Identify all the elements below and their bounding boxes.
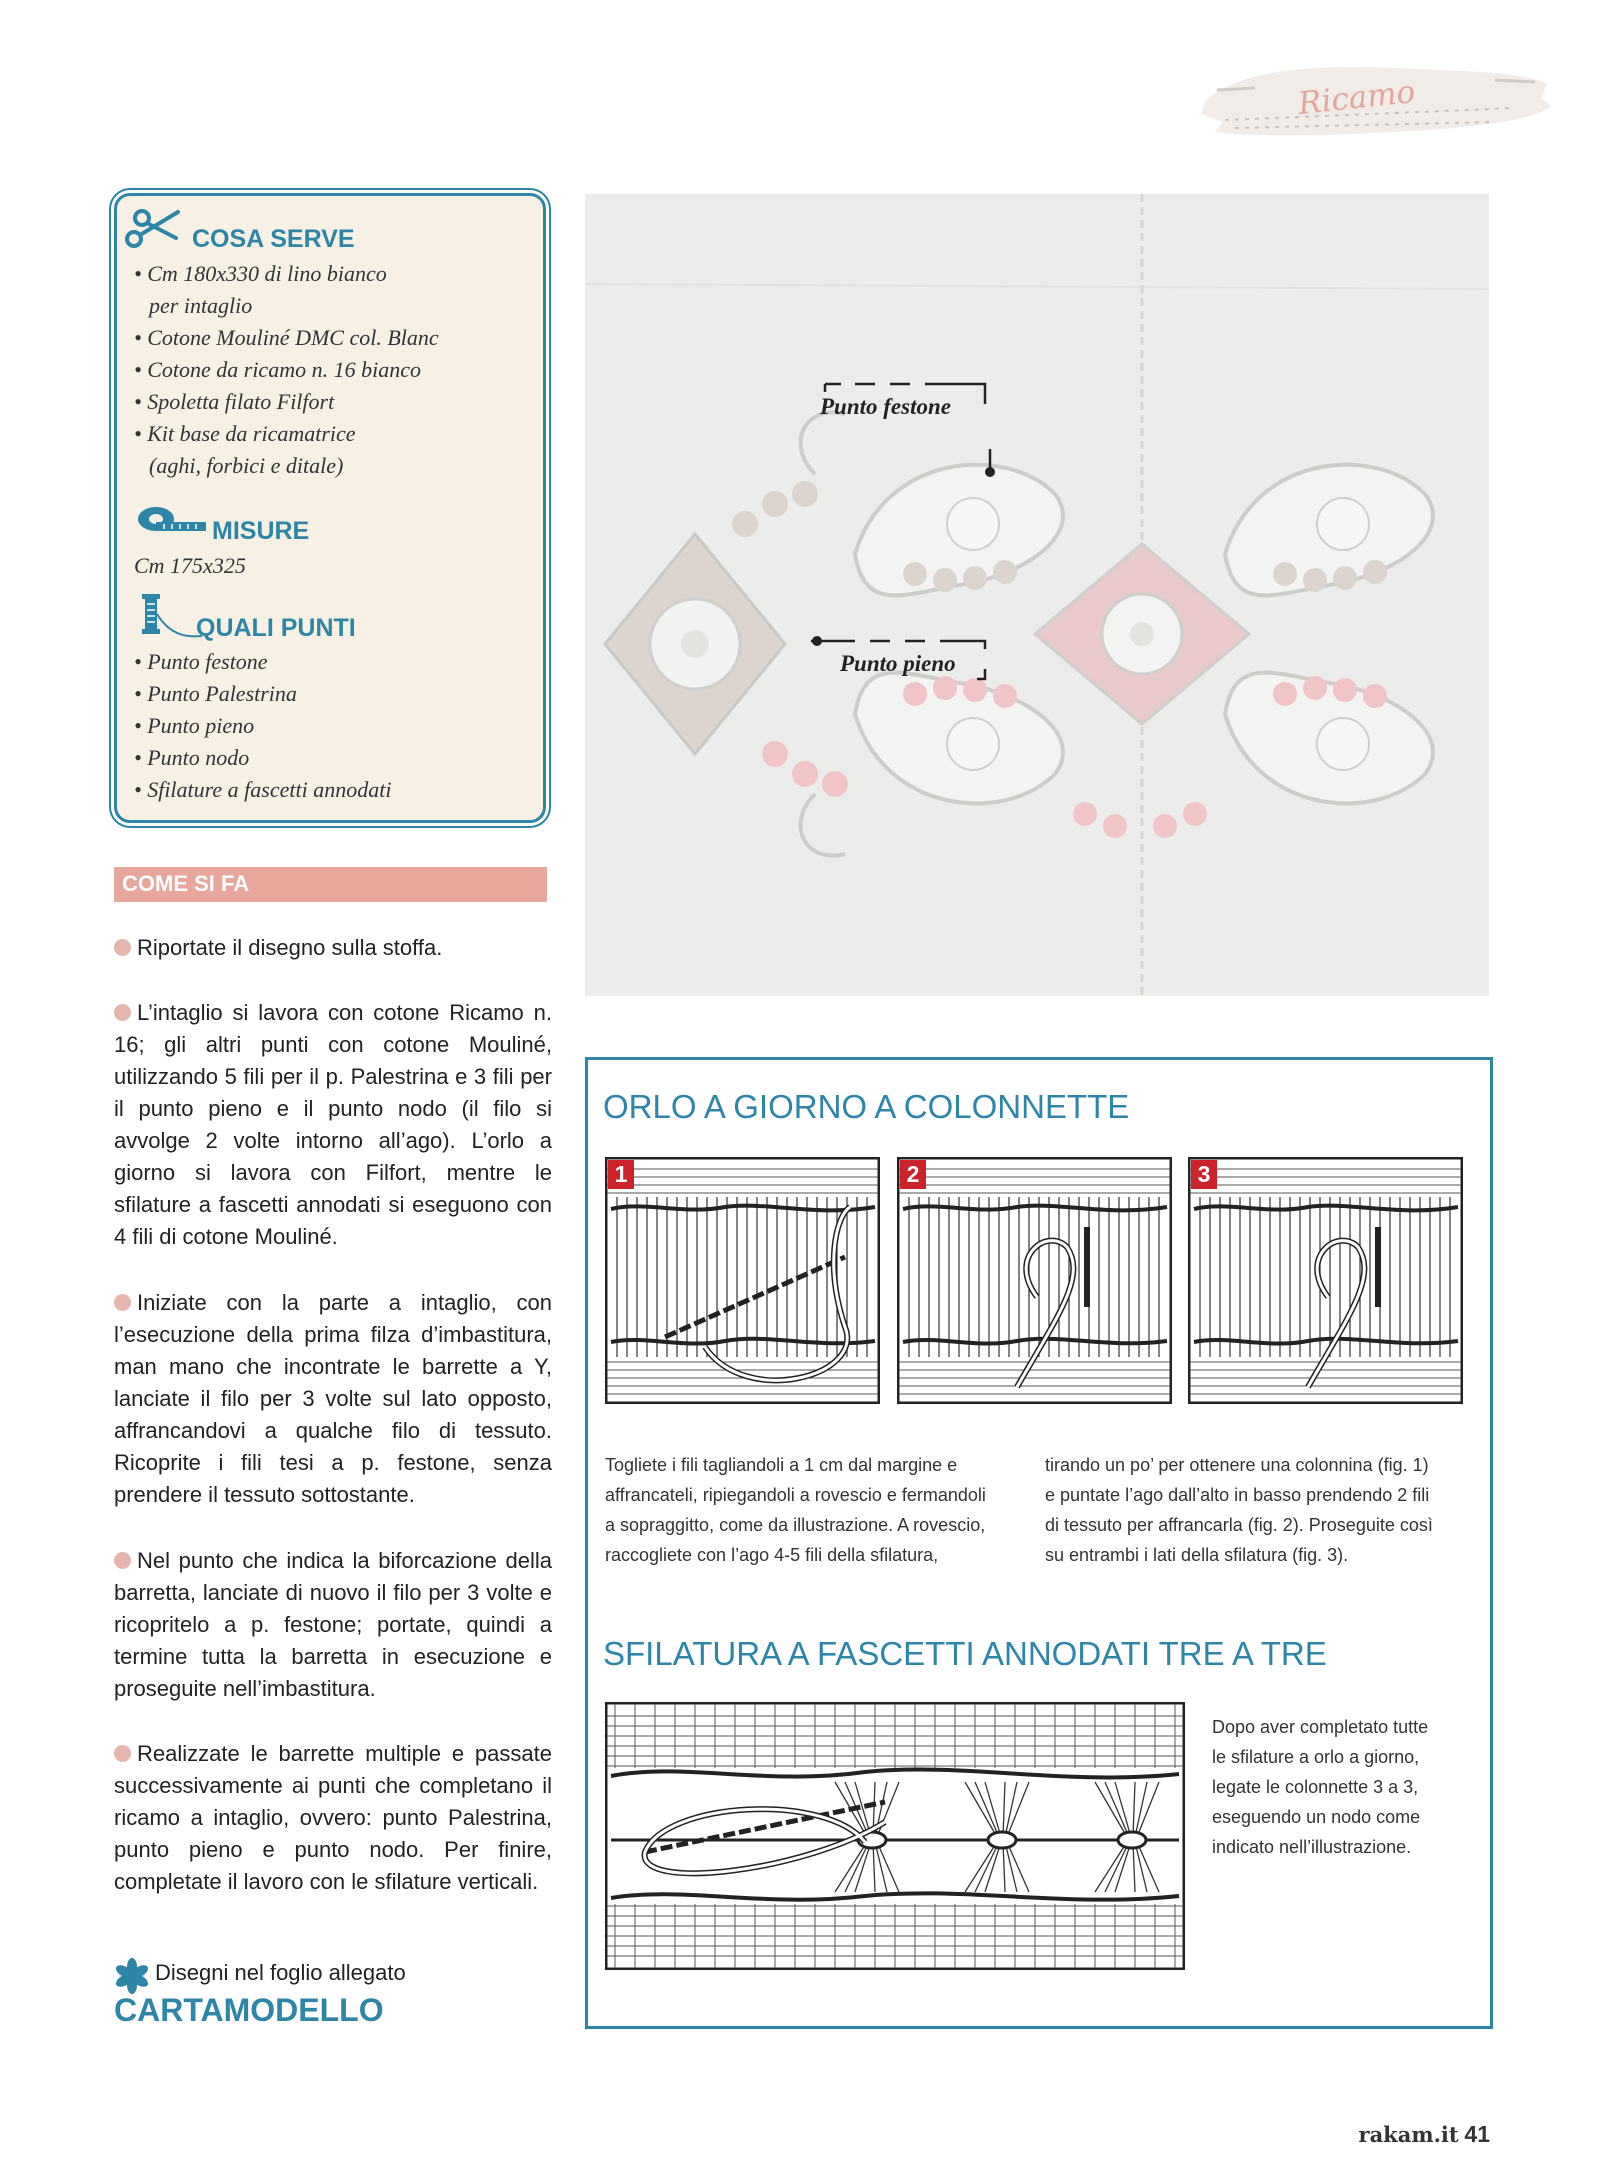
come-si-fa-title: COME SI FA	[122, 871, 250, 896]
cosa-serve-item: per intaglio	[149, 293, 253, 318]
quali-punti-item: • Sfilature a fascetti annodati	[134, 777, 392, 802]
site-name: rakam.it	[1358, 2122, 1459, 2147]
quali-punti-item: • Punto Palestrina	[134, 681, 297, 706]
misure-title: MISURE	[212, 517, 310, 545]
label-punto-festone: Punto festone	[820, 394, 951, 419]
cosa-serve-title: COSA SERVE	[192, 225, 355, 253]
figure-2-diagram	[897, 1157, 1172, 1404]
orlo-caption-right: tirando un po’ per ottenere una colonnina (fig. 1) e puntate l’ago dall’alto in basso prendendo 2 fili di tessuto per affrancarla (fig. 2). Proseguite così su entrambi i lati della sfilatura (fig. 3).	[1045, 1455, 1433, 1565]
figure-1-number: 1	[608, 1160, 634, 1189]
sfilatura-caption: Dopo aver completato tutte le sfilature a orlo a giorno, legate le colonnette 3 a 3, eseguendo un nodo come indicato nell’illustrazione.	[1212, 1717, 1429, 1857]
cosa-serve-item: (aghi, forbici e ditale)	[149, 453, 344, 478]
quali-punti-title: QUALI PUNTI	[196, 614, 356, 642]
asterisk-flower-icon	[114, 1958, 150, 1994]
instruction-paragraph: Realizzate le barrette multiple e passate successivamente ai punti che completano il ricamo a intaglio, ovvero: punto Palestrina, punto pieno e punto nodo. Per finire, completate il lavoro con le sfilature verticali.	[114, 1741, 552, 1894]
bullet-dot-icon	[114, 939, 131, 956]
quali-punti-item: • Punto festone	[134, 649, 268, 674]
figure-3-diagram	[1188, 1157, 1463, 1404]
embroidery-photo	[585, 194, 1489, 996]
page-footer	[1359, 2121, 1490, 2148]
thread-spool-icon	[138, 592, 204, 642]
cosa-serve-item: • Cotone da ricamo n. 16 bianco	[134, 357, 421, 382]
misure-value: Cm 175x325	[134, 553, 246, 578]
quali-punti-item: • Punto nodo	[134, 745, 250, 770]
cosa-serve-item: • Spoletta filato Filfort	[134, 389, 335, 414]
instruction-paragraph: Iniziate con la parte a intaglio, con l’esecuzione della prima filza d’imbastitura, man mano che incontrate le barrette a Y, lanciate il filo per 3 volte sul lato opposto, affrancandovi a qualche filo di tessuto. Ricoprite i fili tesi a p. festone, senza prendere il tessuto sottostante.	[114, 1290, 552, 1507]
sfilatura-title: SFILATURA A FASCETTI ANNODATI TRE A TRE	[603, 1635, 1327, 1672]
instruction-paragraph: Riportate il disegno sulla stoffa.	[114, 932, 552, 964]
cosa-serve-item: • Cm 180x330 di lino bianco	[134, 261, 387, 286]
sfilatura-diagram	[605, 1702, 1185, 1970]
figure-2-number: 2	[900, 1160, 926, 1189]
section-tag: Ricamo	[1296, 73, 1417, 123]
orlo-caption-left: Togliete i fili tagliandoli a 1 cm dal margine e affrancateli, ripiegandoli a rovescio e fermandoli a sopraggitto, come da illustrazione. A rovescio, raccogliete con l’ago 4-5 fili della sfilatura,	[605, 1455, 986, 1565]
orlo-title: ORLO A GIORNO A COLONNETTE	[603, 1088, 1130, 1125]
instruction-paragraph: Nel punto che indica la biforcazione della barretta, lanciate di nuovo il filo per 3 volte e ricopritelo a p. festone; portate, quindi a termine tutta la barretta in esecuzione e proseguite nell’imbastitura.	[114, 1548, 552, 1701]
bullet-dot-icon	[114, 1745, 131, 1762]
pattern-note: Disegni nel foglio allegato	[155, 1960, 406, 1985]
figure-1-diagram	[605, 1157, 880, 1404]
cosa-serve-item: • Kit base da ricamatrice	[134, 421, 356, 446]
tape-measure-icon	[136, 504, 208, 534]
scissors-icon	[122, 206, 182, 252]
cosa-serve-item: • Cotone Mouliné DMC col. Blanc	[134, 325, 439, 350]
cartamodello-label: CARTAMODELLO	[114, 1992, 384, 2028]
page-number: 41	[1464, 2121, 1490, 2147]
bullet-dot-icon	[114, 1294, 131, 1311]
label-punto-pieno: Punto pieno	[840, 651, 956, 676]
instruction-paragraph: L’intaglio si lavora con cotone Ricamo n. 16; gli altri punti con cotone Mouliné, utilizzando 5 fili per il p. Palestrina e 3 fili per il punto pieno e il punto nodo (il filo si avvolge 2 volte intorno all’ago). L’orlo a giorno si lavora con Filfort, mentre le sfilature a fascetti annodati si eseguono con 4 fili di cotone Mouliné.	[114, 1000, 552, 1249]
bullet-dot-icon	[114, 1004, 131, 1021]
quali-punti-item: • Punto pieno	[134, 713, 255, 738]
figure-3-number: 3	[1191, 1160, 1217, 1189]
bullet-dot-icon	[114, 1552, 131, 1569]
